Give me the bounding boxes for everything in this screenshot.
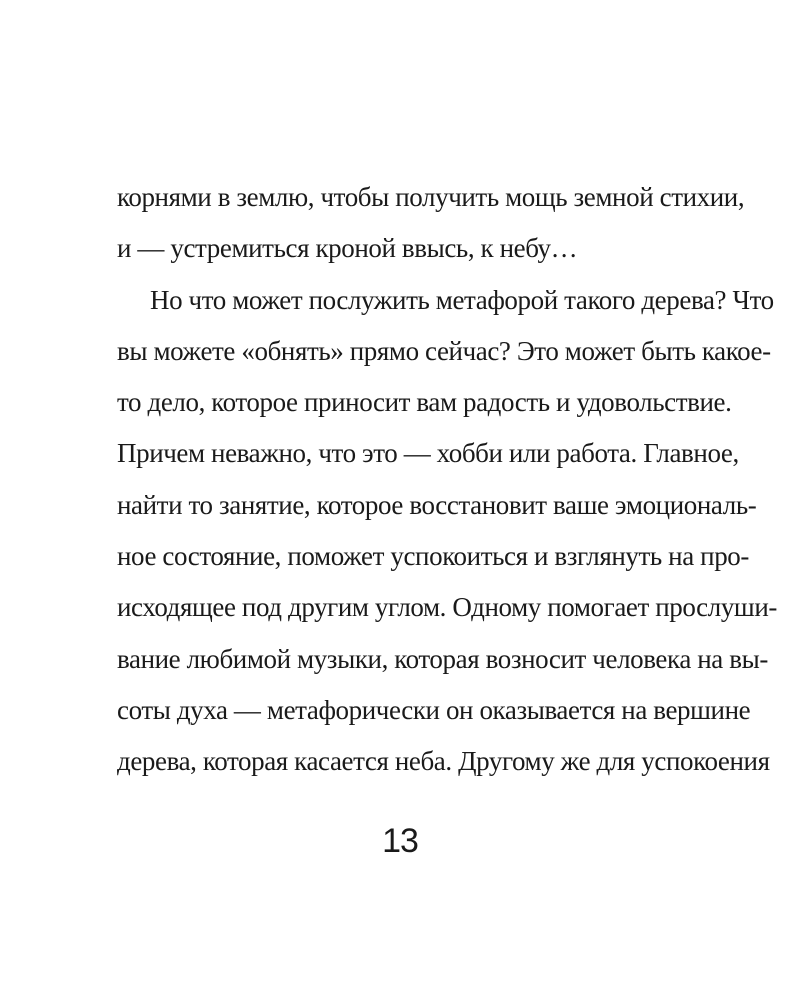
text-line: корнями в землю, чтобы получить мощь земной стихии, [117,182,745,212]
text-line: найти то занятие, которое восстановит ваше эмоциональ- [117,489,757,520]
text-line: вание любимой музыки, которая возносит человека на вы- [117,643,768,674]
page-number: 13 [382,822,418,860]
text-line: Причем неважно, что это — хобби или работа. Главное, [117,438,739,469]
text-line: исходящее под другим углом. Одному помогает прослуши- [117,592,777,623]
text-line: вы можете «обнять» прямо сейчас? Это может быть какое- [117,335,771,366]
text-line: дерева, которая касается неба. Другому же для успокоения [117,746,770,777]
paragraph-first-line: Но что может послужить метафорой такого дерева? Что [150,284,774,315]
body-text [117,172,777,788]
text-line: то дело, которое приносит вам радость и удовольствие. [117,387,732,418]
text-line: и — устремиться кроной ввысь, к небу… [117,233,578,264]
text-line: соты духа — метафорически он оказывается на вершине [117,694,751,725]
text-line: ное состояние, поможет успокоиться и взглянуть на про- [117,541,750,572]
